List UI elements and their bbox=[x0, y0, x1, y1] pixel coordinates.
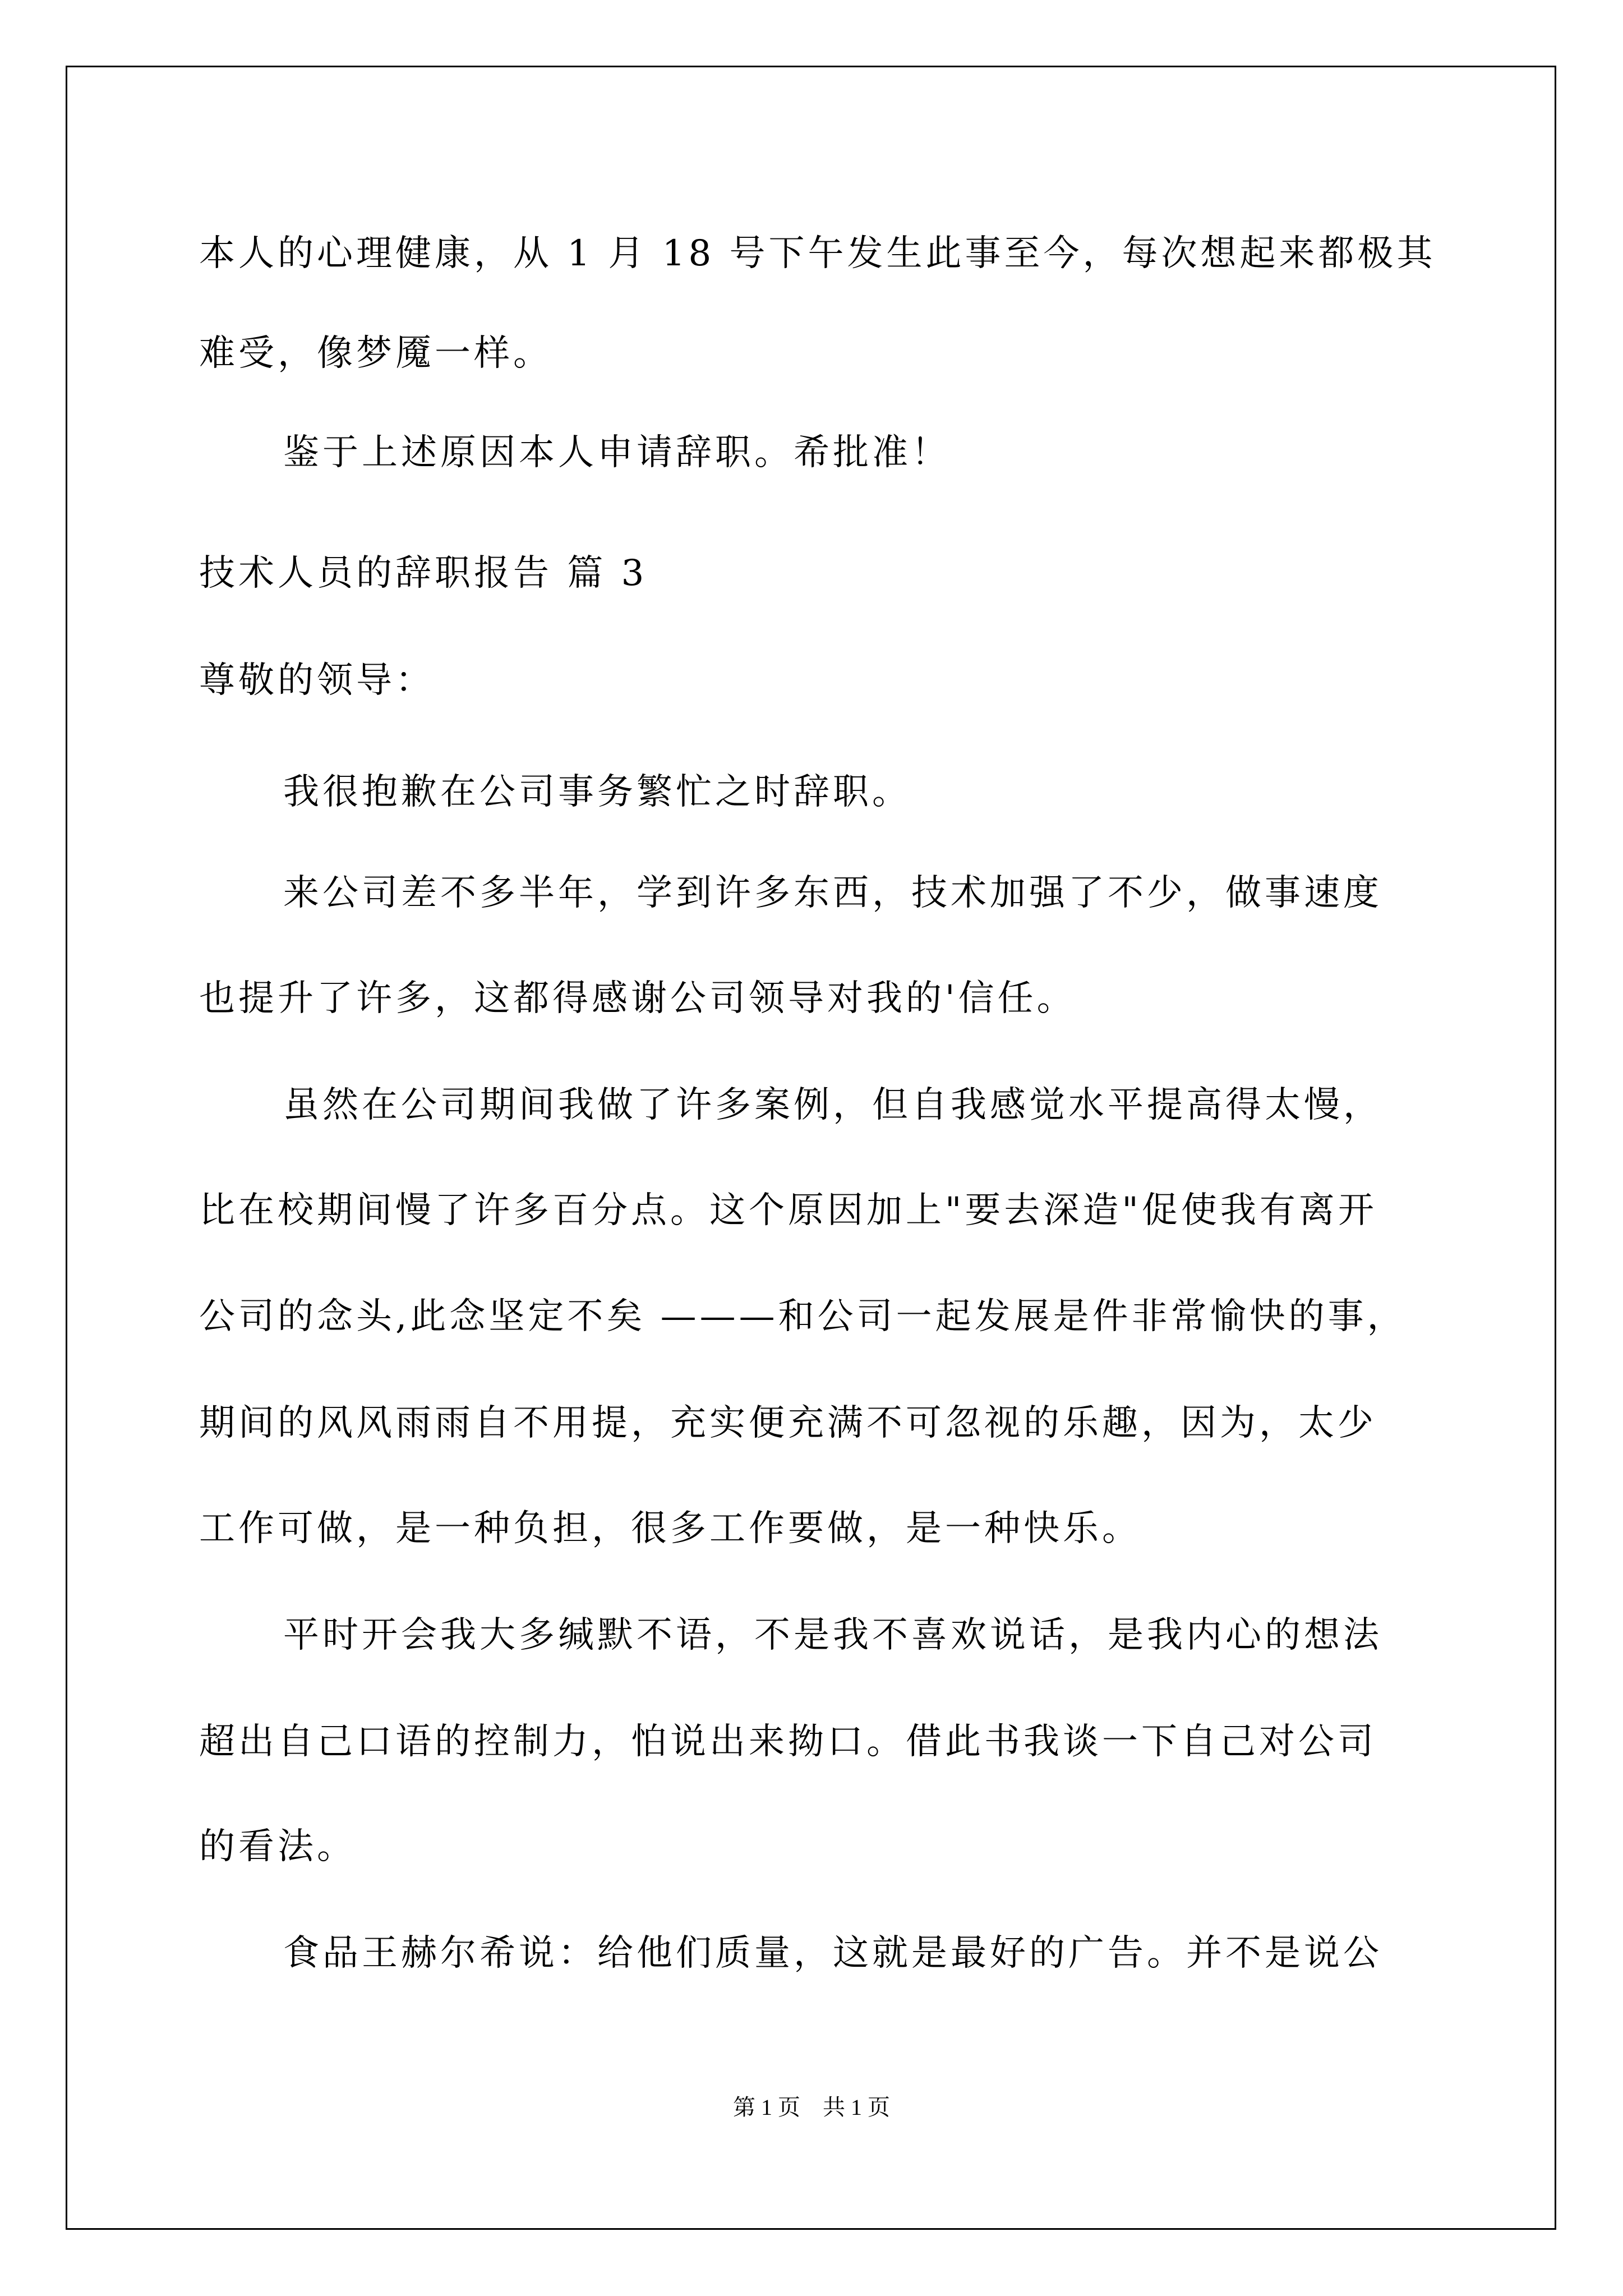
salutation: 尊敬的领导： bbox=[199, 660, 435, 701]
paragraph-line: 鉴于上述原因本人申请辞职。希批准！ bbox=[283, 432, 951, 473]
paragraph-line: 平时开会我大多缄默不语，不是我不喜欢说话，是我内心的想法 bbox=[283, 1614, 1382, 1656]
paragraph-line: 食品王赫尔希说：给他们质量，这就是最好的广告。并不是说公 bbox=[283, 1932, 1382, 1974]
paragraph-line: 我很抱歉在公司事务繁忙之时辞职。 bbox=[283, 771, 911, 813]
paragraph-line: 比在校期间慢了许多百分点。这个原因加上"要去深造"促使我有离开 bbox=[199, 1190, 1377, 1231]
paragraph-line: 期间的风风雨雨自不用提，充实便充满不可忽视的乐趣，因为，太少 bbox=[199, 1402, 1377, 1444]
page-border bbox=[66, 66, 1556, 2230]
paragraph-line: 难受，像梦魇一样。 bbox=[199, 333, 552, 374]
paragraph-line: 虽然在公司期间我做了许多案例，但自我感觉水平提高得太慢， bbox=[283, 1084, 1382, 1126]
paragraph-line: 来公司差不多半年，学到许多东西，技术加强了不少，做事速度 bbox=[283, 872, 1382, 914]
paragraph-line: 公司的念头,此念坚定不矣 ———和公司一起发展是件非常愉快的事， bbox=[199, 1296, 1407, 1337]
section-heading: 技术人员的辞职报告 篇 3 bbox=[199, 553, 648, 594]
paragraph-line: 的看法。 bbox=[199, 1826, 356, 1867]
paragraph-line: 工作可做，是一种负担，很多工作要做，是一种快乐。 bbox=[199, 1508, 1141, 1549]
paragraph-line: 超出自己口语的控制力，怕说出来拗口。借此书我谈一下自己对公司 bbox=[199, 1721, 1377, 1763]
paragraph-line: 本人的心理健康，从 1 月 18 号下午发生此事至今，每次想起来都极其 bbox=[199, 233, 1436, 274]
page-number-footer: 第 1 页 共 1 页 bbox=[733, 2095, 890, 2120]
paragraph-line: 也提升了许多，这都得感谢公司领导对我的'信任。 bbox=[199, 978, 1076, 1019]
